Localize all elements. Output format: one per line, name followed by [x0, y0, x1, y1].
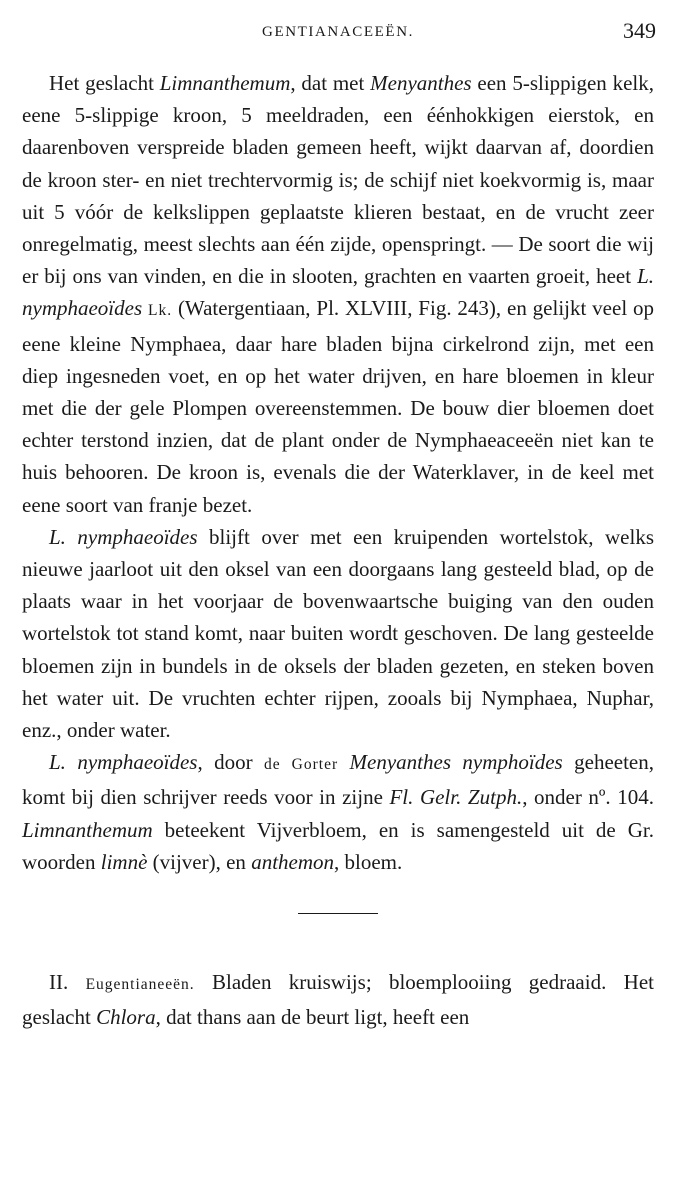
page-number: 349 [623, 18, 656, 43]
greek-word: limnè [100, 849, 148, 874]
section-divider [298, 913, 378, 914]
body-text [22, 67, 654, 1033]
genus-name: Chlora [96, 1005, 156, 1030]
genus-name: Menyanthes [370, 71, 472, 95]
work-title: Fl. Gelr. Zutph. [389, 785, 523, 810]
author-name: de Gorter [264, 756, 339, 774]
paragraph-etymology: L. nymphaeoïdes, door de Gorter Menyanthes nymphoïdes geheeten, komt bij dien schrijver reeds voor in zijne Fl. Gelr. Zutph., onder nº. 104. Limnanthemum beteekent Vijverbloem, en is samengesteld uit de Gr. woorden limnè (vijver), en anthemon, bloem. [22, 750, 654, 874]
tribe-name: Eugentianeeën. [85, 976, 195, 994]
running-head: GENTIANACEEËN. [262, 24, 414, 40]
paragraph-growth: L. nymphaeoïdes blijft over met een kruipenden wortelstok, welks nieuwe jaarloot uit den oksel van een doorgaans lang gesteeld blad, op de plaats waar in het voorjaar de bovenwaartsche buiging van den ouden wortelstok tot stand komt, naar buiten wordt geschoven. De lang gesteelde bloemen zijn in bundels in de oksels der bladen gezeten, en steken boven het water uit. De vruchten echter rijpen, zooals bij Nymphaea, Nuphar, enz., onder water. [22, 524, 654, 743]
author-abbreviation: Lk. [148, 302, 173, 320]
genus-name: Limnanthemum [22, 817, 153, 842]
page-header [20, 18, 656, 50]
species-name: L. nymphaeoïdes [49, 750, 198, 775]
greek-word: anthemon [251, 849, 335, 874]
paragraph-eugentianeeen: II. Eugentianeeën. Bladen kruiswijs; bloemplooiing gedraaid. Het geslacht Chlora, dat thans aan de beurt ligt, heeft een [22, 970, 654, 1030]
paragraph-limnanthemum-description: Het geslacht Limnanthemum, dat met Menyanthes een 5-slippigen kelk, eene 5-slippige kroon, 5 meeldraden, een éénhokkigen eierstok, en daarenboven verspreide bladen gemeen heeft, wijkt daarvan af, doordien de kroon ster- en niet trechtervormig is; de schijf niet koekvormig is, maar uit 5 vóór de kelkslippen geplaatste klieren bestaat, en de vrucht zeer onregelmatig, meest slechts aan één zijde, openspringt. — De soort die wij er bij ons van vinden, en die in slooten, grachten en vaarten groeit, heet L. nymphaeoïdes Lk. (Watergentiaan, Pl. XLVIII, Fig. 243), en gelijkt veel op eene kleine Nymphaea, daar hare bladen bijna cirkelrond zijn, met een diep ingesneden voet, en op het water drijven, en hare bloemen in kleur met die der gele Plompen overeenstemmen. De bouw dier bloemen doet echter terstond inzien, dat de plant onder de Nymphaeaceeën niet kan te huis behooren. De kroon is, evenals die der Waterklaver, in de keel met eene soort van franje bezet. [22, 71, 655, 517]
genus-name: Limnanthemum [159, 71, 291, 95]
synonym-name: Menyanthes nymphoïdes [349, 750, 563, 775]
species-name: L. nymphaeoïdes [22, 264, 654, 321]
species-name: L. nymphaeoïdes [49, 524, 198, 549]
